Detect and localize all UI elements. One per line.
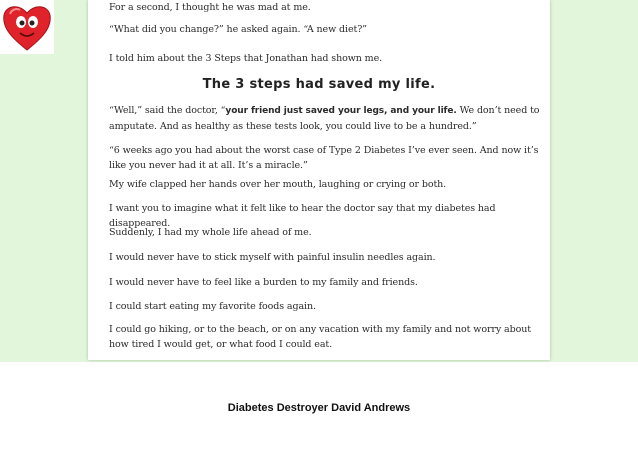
emphasized-quote: your friend just saved your legs, and your life. (225, 106, 457, 116)
quote-text: “Well,” said the doctor, “ (109, 105, 226, 116)
paragraph: I want you to imagine what it felt like to hear the doctor say that my diabetes had disappeared. (109, 203, 496, 229)
paragraph: For a second, I thought he was mad at me. (109, 2, 311, 13)
article-heading: The 3 steps had saved my life. (202, 77, 436, 92)
heart-logo (0, 0, 54, 54)
paragraph: I would never have to stick myself with painful insulin needles again. (109, 252, 436, 263)
cartoon-heart-icon (0, 0, 54, 54)
paragraph: I could start eating my favorite foods again. (109, 301, 316, 312)
paragraph: “What did you change?” he asked again. “A new diet?” (109, 24, 367, 35)
paragraph (109, 103, 541, 134)
paragraph: I would never have to feel like a burden to my family and friends. (109, 277, 418, 288)
paragraph: “6 weeks ago you had about the worst case of Type 2 Diabetes I’ve ever seen. And now it’s like you never had it at all. It’s a miracle.” (109, 145, 539, 171)
paragraph: I told him about the 3 Steps that Jonathan had shown me. (109, 53, 383, 64)
footer-title: Diabetes Destroyer David Andrews (227, 402, 411, 414)
paragraph: I could go hiking, or to the beach, or on any vacation with my family and not worry about how tired I would get, or what food I could eat. (109, 324, 531, 350)
paragraph: My wife clapped her hands over her mouth, laughing or crying or both. (109, 179, 447, 190)
quote-text: We don’t need to amputate. And as healthy as these tests look, you could live to be a hundred.” (109, 105, 540, 132)
paragraph: Suddenly, I had my whole life ahead of me. (109, 227, 312, 238)
